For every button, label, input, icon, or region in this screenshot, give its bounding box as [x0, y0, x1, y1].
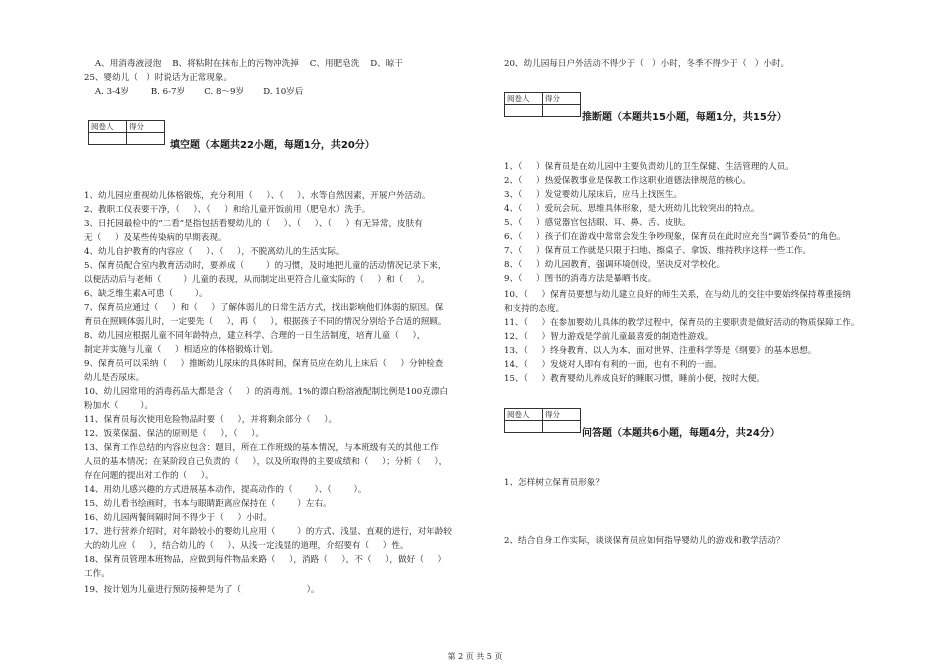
judge-line: 和支持的态度。 [504, 304, 565, 314]
score-cell [543, 421, 581, 433]
judge-line: 4、（ ）爱玩会玩、思维具体形象，是大班幼儿比较突出的特点。 [504, 204, 760, 214]
page-footer: 第 2 页 共 5 页 [447, 652, 503, 661]
reviewer-label: 阅卷人 [505, 93, 543, 105]
question-line: 9、保育员可以采纳（ ）推断幼儿尿床的具体时间，保育员应在幼儿上床后（ ）分钟检查 [84, 359, 444, 369]
judge-line: 5、（ ）感觉器官包括眼、耳、鼻、舌、皮肤。 [504, 218, 691, 228]
score-label: 得分 [543, 409, 581, 421]
question-line: 13、保育工作总结的内容应包含：题目，所在工作班级的基本情况，与本班级有关的其他工作 [84, 443, 439, 453]
score-cell [543, 105, 581, 117]
question-line: 12、饭菜保温、保洁的原则是（ ），（ ）。 [84, 429, 265, 439]
judge-line: 10、（ ）保育员要想与幼儿建立良好的师生关系，在与幼儿的交往中要始终保持尊重接纳 [504, 290, 851, 300]
score-box [504, 408, 581, 433]
judge-line: 12、（ ）智力游戏是学前儿童最喜爱的制造性游戏。 [504, 332, 714, 342]
section-title: 问答题（本题共6小题，每题4分，共24分） [582, 428, 780, 439]
question-line: 工作。 [84, 569, 110, 579]
qa-question: 1、怎样树立保育员形象？ [504, 478, 604, 488]
qa-question: 2、结合自身工作实际，谈谈保育员应如何指导婴幼儿的游戏和教学活动？ [504, 536, 785, 546]
judge-line: 7、（ ）保育员工作就是只限于扫地、擦桌子、拿饭、维持秩序这样一些工作。 [504, 246, 812, 256]
judge-line: 3、（ ）发觉婴幼儿尿床后，应马上找医生。 [504, 190, 683, 200]
question-line: 15、幼儿看书绘画时，书本与眼睛距离应保持在（ ）左右。 [84, 499, 332, 509]
question-line: 制定并实施与儿童（ ）相适应的体格锻炼计划。 [84, 345, 279, 355]
reviewer-label: 阅卷人 [89, 121, 127, 133]
question-line: 4、幼儿自护教育的内容应（ ）、（ ），不脱离幼儿的生活实际。 [84, 247, 345, 257]
section-title: 推断题（本题共15小题，每题1分，共15分） [582, 112, 787, 123]
question-line: 2、教职工仪表要干净，（ ）、（ ）和给儿童开饭前用（肥皂水）洗手。 [84, 205, 371, 215]
score-cell [127, 133, 165, 145]
question-line: 育员在照顾体弱儿时，一定要先（ ），再（ ），根据孩子不同的情况分别给予合适的照顾。 [84, 317, 447, 327]
section-title: 填空题（本题共22小题，每题1分，共20分） [170, 140, 375, 151]
judge-line: 8、（ ）幼儿园教育，强调环境创设，坚决反对学校化。 [504, 260, 726, 270]
question-line: 大的幼儿应（ ），结合幼儿的（ ）、从浅一定浅显的道理，介绍要有（ ）性。 [84, 541, 409, 551]
question-line: 17、进行营养介绍时，对年龄较小的婴幼儿应用（ ）的方式、浅显、直观的进行，对年龄较 [84, 527, 452, 537]
question-line: 粉加水（ ）。 [84, 401, 154, 411]
question-line: 无（ ）及某些传染病的早期表现。 [84, 233, 227, 243]
judge-line: 13、（ ）终身教育、以人为本、面对世界、注重科学等是《纲要》的基本思想。 [504, 346, 817, 356]
question-line: 25、婴幼儿（ ）时说话为正常现象。 [84, 73, 233, 83]
reviewer-cell [89, 133, 127, 145]
question-line: 幼儿是否尿床。 [84, 373, 145, 383]
judge-line: 14、（ ）发烧对人即有有利的一面，也有不利的一面。 [504, 360, 722, 370]
reviewer-cell [505, 105, 543, 117]
question-line: 20、幼儿园每日户外活动不得少于（ ）小时，冬季不得少于（ ）小时。 [504, 59, 790, 69]
score-box [504, 92, 581, 117]
judge-line: 1、（ ）保育员是在幼儿园中主要负责幼儿的卫生保健、生活管理的人员。 [504, 162, 794, 172]
question-line: 5、保育员配合室内教育活动时，要养成（ ）的习惯，及时地把儿童的活动情况记录下来， [84, 261, 447, 271]
option-line: A. 3-4岁 B. 6-7岁 C. 8～9岁 D. 10岁后 [84, 87, 304, 97]
question-line: 3、日托园最检中的“二看”是指包括看婴幼儿的（ ）、（ ）、（ ）有无异常，皮肤有 [84, 219, 423, 229]
score-label: 得分 [127, 121, 165, 133]
question-line: 10、幼儿园常用的消毒药品大都是含（ ）的消毒剂。1%的漂白粉溶液配制比例是100克漂白 [84, 387, 449, 397]
question-line: 人员的基本情况；在某阶段自己负责的（ ），以及所取得的主要成绩和（ ）；分析（ ）， [84, 457, 448, 467]
question-line: 1、幼儿园应重视幼儿体格锻炼，充分利用（ ）、（ ）、水等自然因素，开展户外活动。 [84, 191, 431, 201]
judge-line: 11、（ ）在参加婴幼儿具体的教学过程中，保育员的主要职责是做好活动的物质保障工作。 [504, 318, 860, 328]
question-line: 11、保育员每次使用危险物品时要（ ），并将剩余部分（ ）。 [84, 415, 338, 425]
option-line: A、用消毒液浸泡 B、将粘附在抹布上的污物冲洗掉 C、用肥皂洗 D、晾干 [84, 59, 403, 69]
question-line: 以便活动后与老师（ ）儿童的表现，从而制定出更符合儿童实际的（ ）和（ ）。 [84, 275, 430, 285]
question-line: 6、缺乏维生素A可患（ ）。 [84, 289, 208, 299]
question-line: 7、保育员应通过（ ）和（ ）了解体弱儿的日常生活方式，找出影响他们体弱的原因。保 [84, 303, 444, 313]
question-line: 16、幼儿园两餐间隔时间不得少于（ ）小时。 [84, 513, 272, 523]
question-line: 8、幼儿园应根据儿童不同年龄特点，建立科学、合理的一日生活制度，培育儿童（ ）， [84, 331, 426, 341]
reviewer-cell [505, 421, 543, 433]
judge-line: 6、（ ）孩子们在游戏中常常会发生争吵现象，保育员在此时应充当“调节委员”的角色。 [504, 232, 846, 242]
question-line: 18、保育员管理本班物品，应做到每件物品来路（ ），消路（ ），不（ ），做好（ ） [84, 555, 447, 565]
reviewer-label: 阅卷人 [505, 409, 543, 421]
score-box [88, 120, 165, 145]
question-line: 19、按计划为儿童进行预防接种是为了（ ）。 [84, 585, 320, 595]
judge-line: 2、（ ）热爱保教事业是保教工作这职业道德法律规范的核心。 [504, 176, 751, 186]
question-line: 14、用幼儿感兴趣的方式进展基本动作，提高动作的（ ）、（ ）。 [84, 485, 367, 495]
question-line: 存在问题的提出对工作的（ ）。 [84, 471, 214, 481]
judge-line: 9、（ ）图书的消毒方法是暴晒书皮。 [504, 274, 657, 284]
score-label: 得分 [543, 93, 581, 105]
judge-line: 15、（ ）教育婴幼儿养成良好的睡眠习惯，睡前小便，按时大便。 [504, 374, 765, 384]
